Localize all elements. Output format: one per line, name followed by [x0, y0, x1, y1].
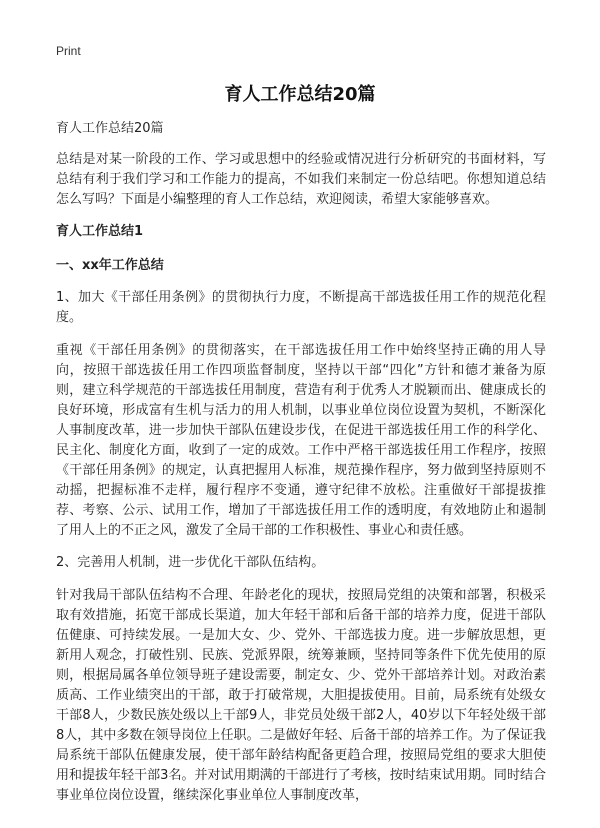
item1-heading: 1、加大《干部任用条例》的贯彻执行力度，不断提高干部选拔任用工作的规范化程度。 — [56, 290, 546, 325]
item2-heading: 2、完善用人机制，进一步优化干部队伍结构。 — [56, 555, 325, 570]
page-title: 育人工作总结20篇 — [224, 84, 376, 105]
item1-body: 重视《干部任用条例》的贯彻落实，在干部选拔任用工作中始终坚持正确的用人导向，按照干部选拔任用工作四项监督制度，坚持以干部“四化”方针和德才兼备为原则，建立科学规范的干部选拔任用制度，营造有利于优秀人才脱颖而出、健康成长的良好环境，形成富有生机与活力的用人机制，以事业单位岗位设置为契机，不断深化人事制度改革，进一步加快干部队伍建设步伐，在促进干部选拔任用工作的科学化、民主化、制度化方面，收到了一定的成效。工作中严格干部选拔任用工作程序，按照《干部任用条例》的规定，认真把握用人标准，规范操作程序，努力做到坚持原则不动摇，把握标准不走样，履行程序不变通，遵守纪律不放松。注重做好干部提拔推荐、考察、公示、试用工作，增加了干部选拔任用工作的透明度，有效地防止和遏制了用人上的不正之风，激发了全局干部的工作积极性、事业心和责任感。 — [56, 343, 546, 538]
item2-body: 针对我局干部队伍结构不合理、年龄老化的现状，按照局党组的决策和部署，积极采取有效措施，拓宽干部成长渠道，加大年轻干部和后备干部的培养力度，促进干部队伍健康、可持续发展。一是加大女、少、党外、干部选拔力度。进一步解放思想，更新用人观念，打破性别、民族、党派界限，统筹兼顾，坚持同等条件下优先使用的原则，根据局属各单位领导班子建设需要，制定女、少、党外干部培养计划。对政治素质高、工作业绩突出的干部，敢于打破常规，大胆提拔使用。目前，局系统有处级女干部8人，少数民族处级以上干部9人，非党员处级干部2人，40岁以下年轻处级干部8人，其中多数在领导岗位上任职。二是做好年轻、后备干部的培养工作。为了保证我局系统干部队伍健康发展，使干部年龄结构配备更趋合理，按照局党组的要求大胆使用和提拔年轻干部3名。并对试用期满的干部进行了考核，按时结束试用期。同时结合事业单位岗位设置，继续深化事业单位人事制度改革， — [56, 588, 546, 803]
intro-paragraph: 总结是对某一阶段的工作、学习或思想中的经验或情况进行分析研究的书面材料，写总结有利于我们学习和工作能力的提高，不如我们来制定一份总结吧。你想知道总结怎么写吗？下面是小编整理的育人工作总结，欢迎阅读，希望大家能够喜欢。 — [56, 152, 546, 207]
print-link[interactable]: Print — [56, 44, 81, 58]
section-heading: 一、xx年工作总结 — [56, 258, 164, 273]
document-body — [56, 119, 546, 818]
article-heading: 育人工作总结1 — [56, 224, 144, 239]
document-subtitle: 育人工作总结20篇 — [56, 121, 164, 136]
